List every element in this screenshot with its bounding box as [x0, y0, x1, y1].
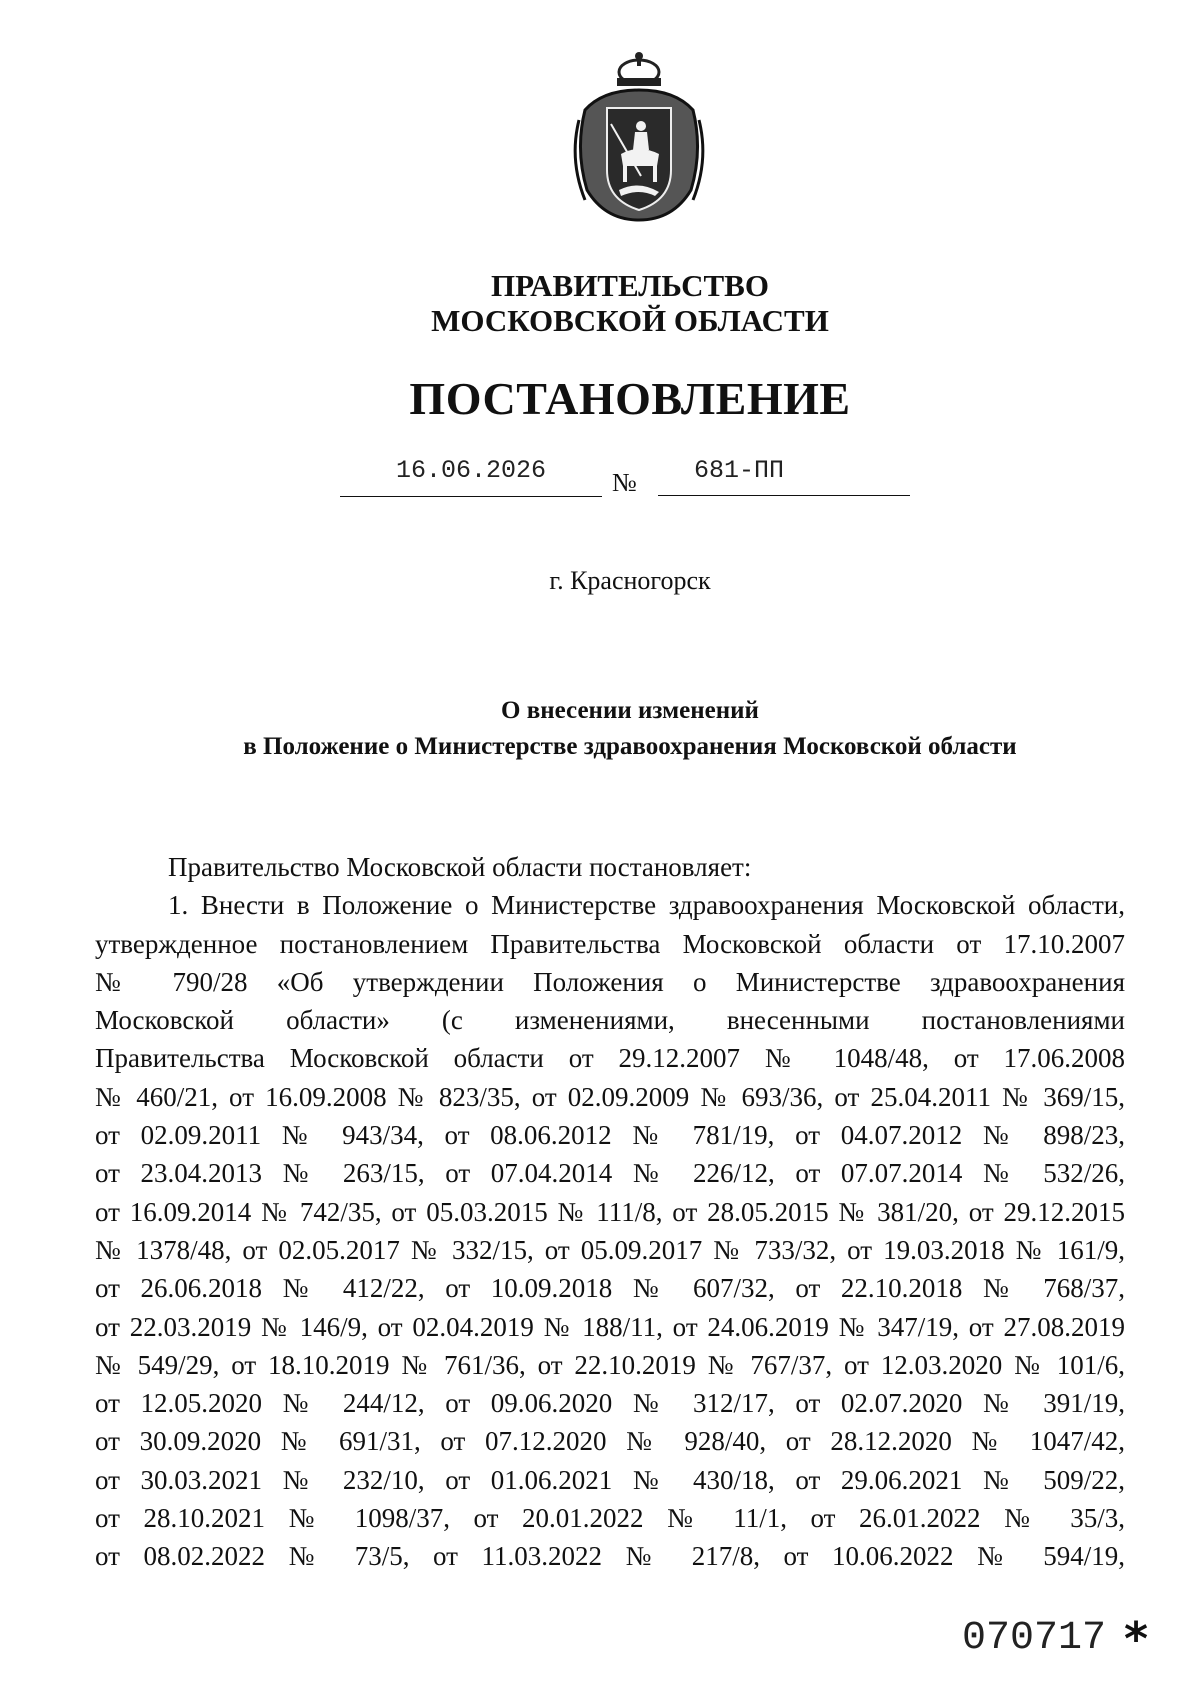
asterisk-mark: *: [1124, 1612, 1149, 1666]
document-kind: ПОСТАНОВЛЕНИЕ: [409, 373, 851, 424]
date-number-block: [340, 456, 910, 506]
serial-number: 070717: [962, 1616, 1107, 1661]
body-line: от 22.03.2019 № 146/9, от 02.04.2019 № 188/11, от 24.06.2019 № 347/19, от 27.08.2019: [95, 1311, 1125, 1342]
body-line: Московской области» (с изменениями, внесенными постановлениями: [95, 1005, 1125, 1036]
body-line: Правительства Московской области от 29.12.2007 № 1048/48, от 17.06.2008: [95, 1043, 1125, 1074]
document-date: 16.06.2026: [340, 456, 602, 497]
subject-line1: О внесении изменений: [501, 697, 759, 724]
authority-name-line2: МОСКОВСКОЙ ОБЛАСТИ: [431, 303, 829, 338]
authority-name-line1: ПРАВИТЕЛЬСТВО: [491, 268, 769, 303]
body-line: от 02.09.2011 № 943/34, от 08.06.2012 № 781/19, от 04.07.2012 № 898/23,: [95, 1120, 1125, 1151]
body-line: № 790/28 «Об утверждении Положения о Министерстве здравоохранения: [95, 966, 1125, 997]
body-line: № 549/29, от 18.10.2019 № 761/36, от 22.10.2019 № 767/37, от 12.03.2020 № 101/6,: [95, 1349, 1125, 1380]
subject-line2: в Положение о Министерстве здравоохранения Московской области: [243, 733, 1017, 760]
body-line: от 23.04.2013 № 263/15, от 07.04.2014 № 226/12, от 07.07.2014 № 532/26,: [95, 1158, 1125, 1189]
body-line: от 26.06.2018 № 412/22, от 10.09.2018 № 607/32, от 22.10.2018 № 768/37,: [95, 1273, 1125, 1304]
body-line: от 30.03.2021 № 232/10, от 01.06.2021 № 430/18, от 29.06.2021 № 509/22,: [95, 1464, 1125, 1495]
body-line: № 1378/48, от 02.05.2017 № 332/15, от 05.09.2017 № 733/32, от 19.03.2018 № 161/9,: [95, 1234, 1125, 1265]
document-number: 681-ПП: [658, 456, 910, 496]
body-line: утвержденное постановлением Правительства Московской области от 17.10.2007: [95, 928, 1125, 959]
body-line: Правительство Московской области постановляет:: [168, 852, 752, 882]
body-line: от 08.02.2022 № 73/5, от 11.03.2022 № 217/8, от 10.06.2022 № 594/19,: [95, 1541, 1125, 1572]
coat-of-arms-icon: [565, 50, 713, 222]
body-line: от 30.09.2020 № 691/31, от 07.12.2020 № 928/40, от 28.12.2020 № 1047/42,: [95, 1426, 1125, 1457]
body-line: № 460/21, от 16.09.2008 № 823/35, от 02.09.2009 № 693/36, от 25.04.2011 № 369/15,: [95, 1081, 1125, 1112]
body-line: от 12.05.2020 № 244/12, от 09.06.2020 № 312/17, от 02.07.2020 № 391/19,: [95, 1388, 1125, 1419]
city: г. Красногорск: [549, 566, 711, 595]
body-line: от 28.10.2021 № 1098/37, от 20.01.2022 № 11/1, от 26.01.2022 № 35/3,: [95, 1503, 1125, 1534]
body-line: 1. Внести в Положение о Министерстве здравоохранения Московской области,: [168, 890, 1125, 921]
document-body: [95, 848, 1125, 1576]
body-line: от 16.09.2014 № 742/35, от 05.03.2015 № 111/8, от 28.05.2015 № 381/20, от 29.12.2015: [95, 1196, 1125, 1227]
number-sign: №: [612, 468, 637, 497]
